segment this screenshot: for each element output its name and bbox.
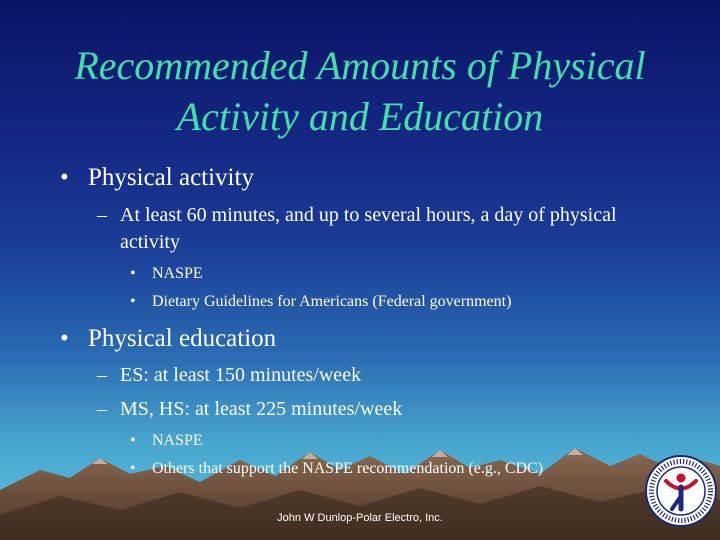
subitem-text: ES: at least 150 minutes/week (120, 364, 362, 386)
slide-title: Recommended Amounts of Physical Activity and Education (74, 43, 646, 139)
source-text: Others that support the NASPE recommendation (e.g., CDC) (152, 460, 544, 477)
bullet-marker: • (130, 460, 136, 477)
source-text: Dietary Guidelines for Americans (Federal government) (152, 293, 512, 310)
subitem-text: MS, HS: at least 225 minutes/week (120, 398, 403, 420)
dash-marker: – (97, 204, 107, 226)
subitem-activity-duration (97, 202, 657, 256)
bullet-marker: • (130, 432, 136, 449)
subitem-text: At least 60 minutes, and up to several hours, a day of physical activity (120, 204, 617, 253)
bullet-marker: • (130, 265, 136, 282)
dash-marker: – (97, 398, 107, 420)
source-text: NASPE (152, 265, 203, 282)
dash-marker: – (97, 364, 107, 386)
bullet-label: Physical education (88, 325, 277, 352)
bullet-marker: • (60, 325, 69, 352)
bullet-marker: • (60, 164, 69, 191)
subitem-ms-hs-requirement (97, 396, 657, 423)
slide-footer: John W Dunlop-Polar Electro, Inc. (277, 512, 443, 524)
bullet-marker: • (130, 293, 136, 310)
subitem-es-requirement (97, 362, 657, 389)
bullet-label: Physical activity (88, 164, 254, 191)
source-text: NASPE (152, 432, 203, 449)
